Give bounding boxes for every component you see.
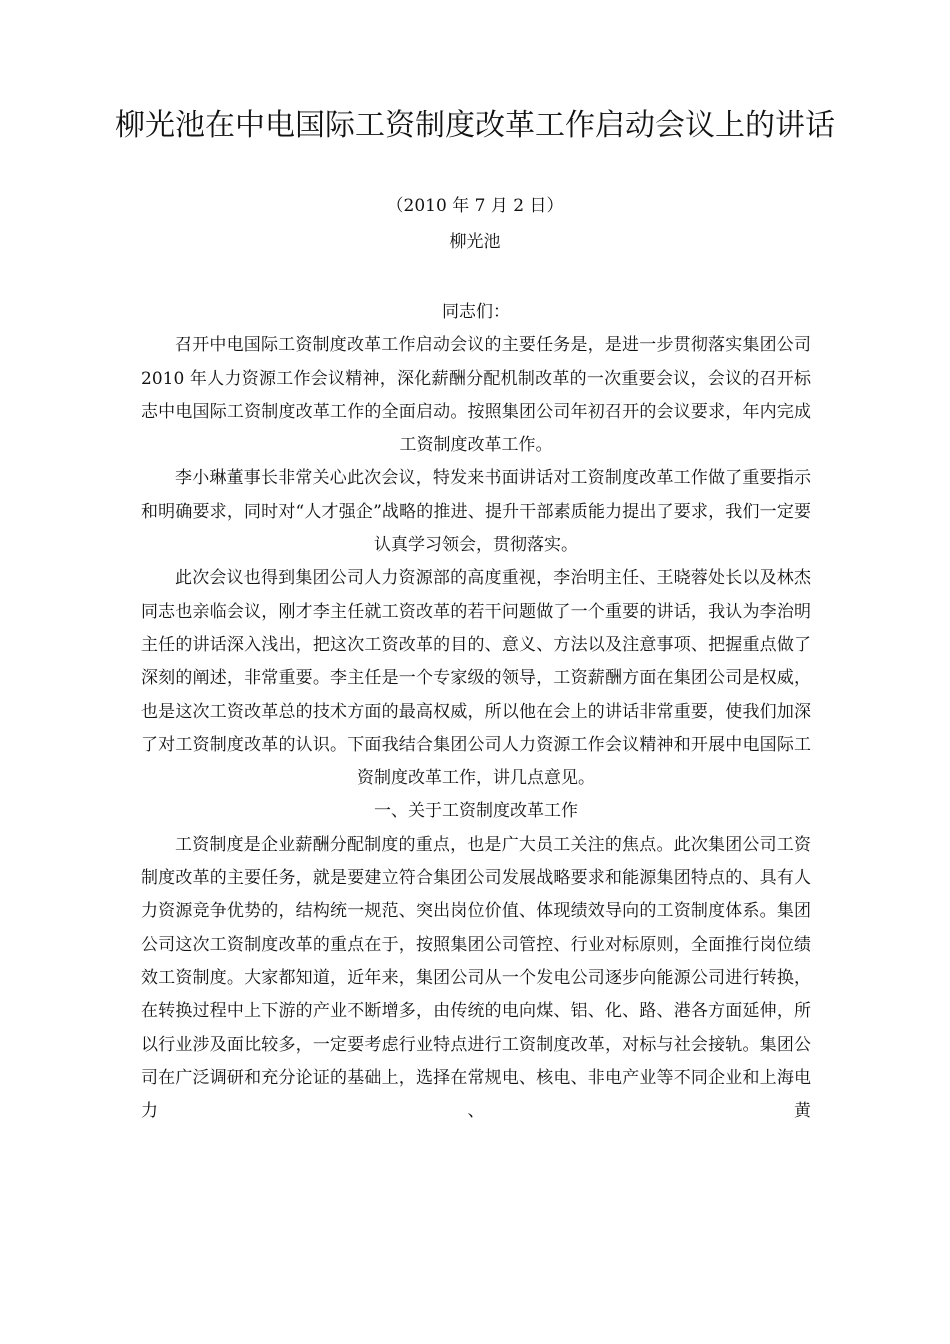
paragraph-2: 李小琳董事长非常关心此次会议，特发来书面讲话对工资制度改革工作做了重要指示和明确要求，同时对“人才强企”战略的推进、提升干部素质能力提出了要求，我们一定要认真学习领会，贯彻落实。 [141,468,811,556]
paragraph-3: 此次会议也得到集团公司人力资源部的高度重视，李治明主任、王晓蓉处长以及林杰同志也亲临会议，刚才李主任就工资改革的若干问题做了一个重要的讲话，我认为李治明主任的讲话深入浅出，把这次工资改革的目的、意义、方法以及注意事项、把握重点做了深刻的阐述，非常重要。李主任是一个专家级的领导，工资薪酬方面在集团公司是权威，也是这次工资改革总的技术方面的最高权威，所以他在会上的讲话非常重要，使我们加深了对工资制度改革的认识。下面我结合集团公司人力资源工作会议精神和开展中电国际工资制度改革工作，讲几点意见。 [141,568,811,789]
speaker-name: 柳光池 [449,232,501,252]
salutation: 同志们： [442,302,510,322]
speech-body [141,296,811,1128]
document-title: 柳光池在中电国际工资制度改革工作启动会议上的讲话 [115,108,835,143]
section-paragraph: 工资制度是企业薪酬分配制度的重点，也是广大员工关注的焦点。此次集团公司工资制度改革的主要任务，就是要建立符合集团公司发展战略要求和能源集团特点的、具有人力资源竞争优势的，结构统一规范、突出岗位价值、体现绩效导向的工资制度体系。集团公司这次工资制度改革的重点在于，按照集团公司管控、行业对标原则，全面推行岗位绩效工资制度。大家都知道，近年来，集团公司从一个发电公司逐步向能源公司进行转换，在转换过程中上下游的产业不断增多，由传统的电向煤、铝、化、路、港各方面延伸，所以行业涉及面比较多，一定要考虑行业特点进行工资制度改革，对标与社会接轨。集团公司在广泛调研和充分论证的基础上，选择在常规电、核电、非电产业等不同企业和上海电力、黄 [141,834,811,1122]
section-heading: 一、关于工资制度改革工作 [374,801,578,822]
paragraph-1: 召开中电国际工资制度改革工作启动会议的主要任务是，是进一步贯彻落实集团公司 2010 年人力资源工作会议精神，深化薪酬分配机制改革的一次重要会议，会议的召开标志中电国际工资制度改革工作的全面启动。按照集团公司年初召开的会议要求，年内完成工资制度改革工作。 [141,335,811,456]
speech-date: （2010 年 7 月 2 日） [386,196,564,216]
